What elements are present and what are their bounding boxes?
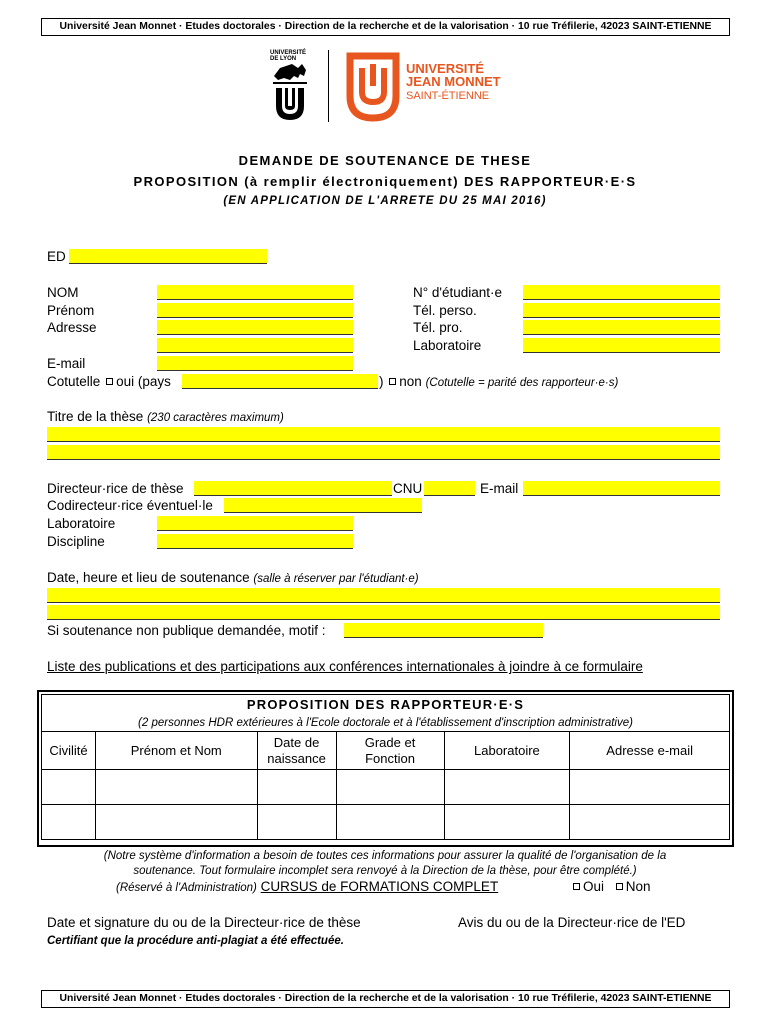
table-cell[interactable] (444, 805, 570, 840)
prenom-label: Prénom (47, 303, 95, 318)
laboratoire-label: Laboratoire (47, 516, 116, 531)
codirecteur-field[interactable] (224, 498, 422, 513)
cotutelle-non-row (379, 374, 618, 391)
document-title: DEMANDE DE SOUTENANCE DE THESE (238, 153, 532, 168)
laboratoire-right-field[interactable] (523, 338, 720, 353)
ujm-name-line2: JEAN MONNET (406, 74, 501, 89)
cursus-oui-label: Oui (583, 879, 605, 894)
discipline-field[interactable] (157, 534, 353, 549)
directeur-field[interactable] (194, 481, 392, 496)
non-publique-field[interactable] (344, 623, 543, 638)
date-lieu-field-2[interactable] (47, 605, 720, 620)
cotutelle-row (47, 374, 171, 390)
table-cell[interactable] (42, 805, 96, 840)
cotutelle-label: Cotutelle (47, 374, 101, 389)
cotutelle-pays-field[interactable] (182, 374, 378, 389)
ujm-emblem-icon (344, 52, 402, 122)
directeur-label: Directeur·rice de thèse (47, 481, 184, 496)
discipline-label: Discipline (47, 534, 105, 549)
footer-address-bar: Université Jean Monnet · Etudes doctorales · Direction de la recherche et de la valorisation · 10 rue Tréfilerie, 42023 SAINT-ETIENNE (41, 990, 730, 1008)
tel-pro-label: Tél. pro. (413, 320, 463, 335)
col-header-date-naissance: Date de naissance (257, 732, 336, 770)
avis-ed-label: Avis du ou de la Directeur·rice de l'ED (458, 915, 686, 930)
admin-row (116, 879, 498, 896)
cotutelle-non-label: non (399, 374, 422, 389)
table-cell[interactable] (257, 805, 336, 840)
ujm-logo (344, 52, 504, 124)
lyon-logo-text-1: UNIVERSITÉ (270, 50, 307, 56)
cotutelle-oui-label: oui (pays (116, 374, 171, 389)
titre-row (47, 409, 284, 426)
cursus-label: CURSUS de FORMATIONS COMPLET (260, 879, 499, 894)
titre-field-1[interactable] (47, 427, 720, 442)
adresse-field-2[interactable] (157, 338, 353, 353)
tel-pro-field[interactable] (523, 320, 720, 335)
laboratoire-right-label: Laboratoire (413, 338, 482, 353)
table-cell[interactable] (42, 770, 96, 805)
table-cell[interactable] (336, 805, 444, 840)
universite-de-lyon-logo (270, 50, 312, 124)
tel-perso-field[interactable] (523, 303, 720, 318)
anti-plagiat-note: Certifiant que la procédure anti-plagiat a été effectuée. (47, 935, 344, 947)
num-etudiant-field[interactable] (523, 285, 720, 300)
directeur-email-field[interactable] (523, 481, 720, 496)
non-publique-label: Si soutenance non publique demandée, motif : (47, 623, 326, 638)
table-cell[interactable] (95, 805, 257, 840)
cotutelle-oui-checkbox[interactable] (106, 378, 113, 385)
codirecteur-label: Codirecteur·rice éventuel·le (47, 498, 213, 513)
ed-field[interactable] (69, 249, 267, 264)
cursus-oui-checkbox[interactable] (573, 883, 580, 890)
cursus-non-checkbox[interactable] (616, 883, 623, 890)
liste-publications-link[interactable]: Liste des publications et des participations aux conférences internationales à joindre à ce formulaire (47, 659, 643, 674)
table-row (42, 770, 730, 805)
date-lieu-label: Date, heure et lieu de soutenance (47, 570, 250, 585)
cnu-label: CNU (393, 481, 423, 496)
admin-note: (Réservé à l'Administration) (116, 882, 257, 894)
table-cell[interactable] (570, 805, 730, 840)
cotutelle-close-paren: ) (379, 374, 384, 389)
table-cell[interactable] (336, 770, 444, 805)
adresse-field-1[interactable] (157, 320, 353, 335)
lyon-logo-text-2: DE LYON (270, 56, 297, 62)
date-lieu-field-1[interactable] (47, 588, 720, 603)
ujm-name-line1: UNIVERSITÉ (406, 61, 485, 76)
rapporteurs-subtitle: (2 personnes HDR extérieures à l'Ecole doctorale et à l'établissement d'inscription administrative) (42, 715, 730, 732)
col-header-laboratoire: Laboratoire (444, 732, 570, 770)
titre-note: (230 caractères maximum) (147, 412, 284, 424)
directeur-email-label: E-mail (480, 481, 519, 496)
cursus-options (571, 879, 651, 895)
date-lieu-row (47, 570, 419, 587)
col-header-grade-fonction: Grade et Fonction (336, 732, 444, 770)
col-header-adresse-email: Adresse e-mail (570, 732, 730, 770)
ed-label: ED (47, 249, 66, 264)
table-cell[interactable] (444, 770, 570, 805)
cotutelle-note: (Cotutelle = parité des rapporteur·e·s) (425, 377, 619, 389)
table-cell[interactable] (257, 770, 336, 805)
adresse-label: Adresse (47, 320, 97, 335)
laboratoire-field[interactable] (157, 516, 353, 531)
date-lieu-note: (salle à réserver par l'étudiant·e) (253, 573, 419, 585)
cotutelle-non-checkbox[interactable] (389, 378, 396, 385)
header-address-bar: Université Jean Monnet · Etudes doctorales · Direction de la recherche et de la valorisation · 10 rue Tréfilerie, 42023 SAINT-ETIENNE (41, 18, 730, 36)
tel-perso-label: Tél. perso. (413, 303, 477, 318)
prenom-field[interactable] (157, 303, 353, 318)
document-subtitle: PROPOSITION (à remplir électroniquement) DES RAPPORTEUR·E·S (133, 174, 637, 189)
document-reference: (EN APPLICATION DE L'ARRETE DU 25 MAI 2016) (223, 195, 547, 207)
table-cell[interactable] (95, 770, 257, 805)
ujm-name-line3: SAINT-ÉTIENNE (406, 90, 490, 102)
titre-label: Titre de la thèse (47, 409, 144, 424)
nom-label: NOM (47, 285, 79, 300)
email-label: E-mail (47, 356, 86, 371)
info-note-line2: soutenance. Tout formulaire incomplet sera renvoyé à la Direction de la thèse, pour être complété.) (133, 865, 637, 877)
cursus-non-label: Non (625, 879, 651, 894)
table-cell[interactable] (570, 770, 730, 805)
num-etudiant-label: N° d'étudiant·e (413, 285, 503, 300)
col-header-prenom-nom: Prénom et Nom (95, 732, 257, 770)
rapporteurs-table (41, 694, 730, 840)
rapporteurs-title: PROPOSITION DES RAPPORTEUR·E·S (42, 695, 730, 715)
nom-field[interactable] (157, 285, 353, 300)
signature-directeur-label: Date et signature du ou de la Directeur·rice de thèse (47, 915, 361, 930)
cnu-field[interactable] (424, 481, 475, 496)
titre-field-2[interactable] (47, 445, 720, 460)
info-note-line1: (Notre système d'information a besoin de toutes ces informations pour assurer la qualité de l'organisation de la (103, 850, 667, 862)
table-row (42, 805, 730, 840)
email-field[interactable] (157, 356, 353, 371)
logo-divider (328, 50, 329, 122)
col-header-civilite: Civilité (42, 732, 96, 770)
lion-icon (270, 62, 310, 124)
